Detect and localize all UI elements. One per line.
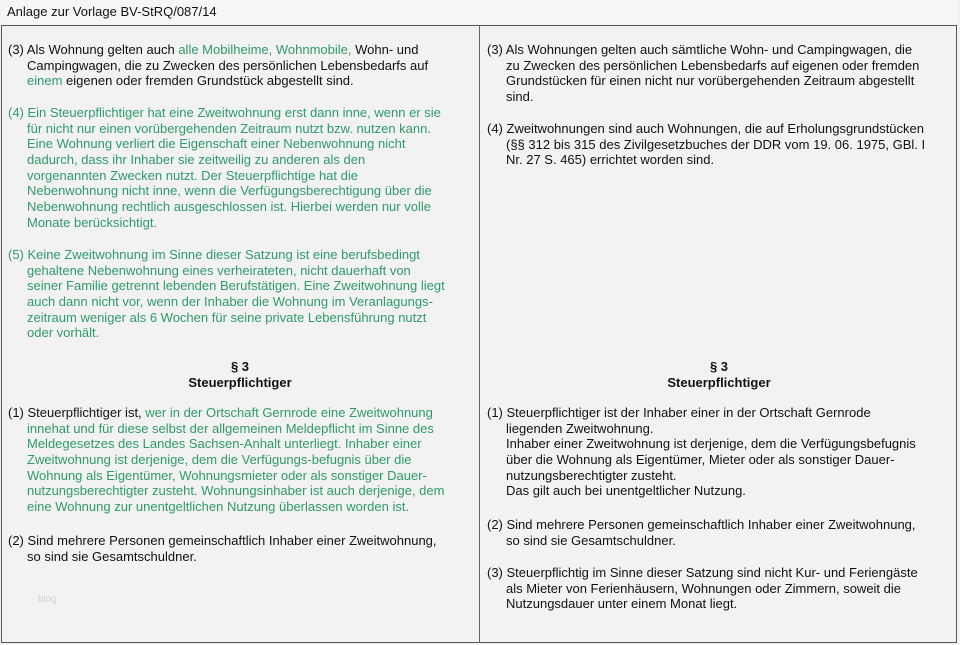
right-paragraph-3b bbox=[487, 565, 918, 612]
highlighted-text: Eine Wohnung verliert die Eigenschaft einer Nebenwohnung nicht bbox=[27, 136, 406, 152]
text-segment: (1) Steuerpflichtiger ist, bbox=[8, 405, 146, 420]
text-line bbox=[487, 581, 918, 597]
highlighted-text: nutzungsberechtigter zusteht. Wohnungsinhaber ist auch derjenige, dem bbox=[27, 483, 445, 499]
watermark: blog bbox=[38, 594, 57, 605]
highlighted-text: (4) Ein Steuerpflichtiger hat eine Zweitwohnung erst dann inne, wenn er sie bbox=[8, 105, 441, 120]
text-line bbox=[487, 596, 918, 612]
left-paragraph-1 bbox=[8, 405, 444, 515]
text-segment: nutzungsberechtigter zusteht. bbox=[506, 467, 677, 483]
highlighted-text: alle Mobilheime, Wohnmobile, bbox=[178, 42, 352, 57]
highlighted-text: Zweitwohnung ist derjenige, dem die Verfügungs-befugnis über die bbox=[27, 452, 412, 468]
highlighted-text: Wohnung als Eigentümer, Wohnungsmieter oder als sonstiger Dauer- bbox=[27, 467, 427, 483]
document-title: Anlage zur Vorlage BV-StRQ/087/14 bbox=[7, 4, 217, 19]
highlighted-text: eine Wohnung zur unentgeltlichen Nutzung überlassen worden ist. bbox=[27, 499, 410, 515]
text-segment: Wohn- und bbox=[351, 42, 419, 57]
text-segment: (2) Sind mehrere Personen gemeinschaftlich Inhaber einer Zweitwohnung, bbox=[8, 533, 437, 548]
text-line bbox=[8, 294, 445, 310]
text-line bbox=[487, 58, 919, 74]
highlighted-text: auch dann nicht vor, wenn der Inhaber die Wohnung im Veranlagungs- bbox=[27, 294, 433, 310]
text-line bbox=[8, 436, 444, 452]
highlighted-text: dadurch, dass ihr Inhaber sie zeitweilig zu anderen als den bbox=[27, 152, 366, 168]
text-segment: Campingwagen, die zu Zwecken des persönlichen Lebensbedarfs auf bbox=[27, 57, 429, 73]
text-line bbox=[8, 405, 444, 421]
text-line bbox=[8, 183, 441, 199]
text-line bbox=[8, 278, 445, 294]
text-segment: (1) Steuerpflichtiger ist der Inhaber einer in der Ortschaft Gernrode bbox=[487, 405, 871, 420]
text-line bbox=[487, 89, 919, 105]
text-segment: eigenen oder fremden Grundstück abgestellt sind. bbox=[62, 73, 354, 89]
text-line bbox=[487, 121, 925, 137]
highlighted-text: für nicht nur einen vorübergehenden Zeitraum nutzt bzw. nutzen kann. bbox=[27, 120, 431, 136]
text-line bbox=[8, 58, 428, 74]
section-number: § 3 bbox=[230, 359, 250, 374]
highlighted-text: vorgenannten Zwecken nutzt. Der Steuerpflichtige hat die bbox=[27, 167, 358, 183]
text-line bbox=[8, 421, 444, 437]
text-segment: (2) Sind mehrere Personen gemeinschaftlich Inhaber einer Zweitwohnung, bbox=[487, 517, 916, 532]
left-paragraph-3 bbox=[8, 42, 428, 89]
highlighted-text: Monate berücksichtigt. bbox=[27, 214, 158, 230]
section-number: § 3 bbox=[709, 359, 729, 374]
text-line bbox=[8, 483, 444, 499]
highlighted-text: seiner Familie getrennt lebenden Berufstätigen. Eine Zweitwohnung liegt bbox=[27, 278, 445, 294]
right-paragraph-4 bbox=[487, 121, 925, 168]
text-segment: als Mieter von Ferienhäusern, Wohnungen oder Zimmern, soweit die bbox=[506, 580, 902, 596]
text-line bbox=[487, 468, 916, 484]
text-segment: Inhaber einer Zweitwohnung ist derjenige, dem die Verfügungsbefugnis bbox=[506, 436, 916, 452]
right-paragraph-3 bbox=[487, 42, 919, 105]
text-segment: Nutzungsdauer unter einem Monat liegt. bbox=[506, 596, 738, 612]
highlighted-text: wer in der Ortschaft Gernrode eine Zweitwohnung bbox=[145, 405, 433, 420]
text-segment: Nr. 27 S. 465) errichtet worden sind. bbox=[506, 152, 715, 168]
text-line bbox=[8, 247, 445, 263]
text-line bbox=[8, 105, 441, 121]
text-line bbox=[8, 533, 437, 549]
text-line bbox=[487, 533, 916, 549]
right-paragraph-1 bbox=[487, 405, 916, 499]
text-segment: liegenden Zweitwohnung. bbox=[506, 420, 654, 436]
text-line bbox=[8, 468, 444, 484]
text-line bbox=[8, 199, 441, 215]
text-line bbox=[487, 73, 919, 89]
text-line bbox=[8, 121, 441, 137]
highlighted-text: Nebenwohnung nicht inne, wenn die Verfügungsberechtigung über die bbox=[27, 183, 432, 199]
text-line bbox=[487, 405, 916, 421]
left-paragraph-4 bbox=[8, 105, 441, 231]
right-section-heading bbox=[484, 359, 954, 391]
text-line bbox=[8, 549, 437, 565]
text-line bbox=[8, 325, 445, 341]
text-segment: (3) Als Wohnung gelten auch bbox=[8, 42, 179, 57]
text-segment: Das gilt auch bei unentgeltlicher Nutzung. bbox=[506, 483, 746, 499]
text-line bbox=[8, 73, 428, 89]
left-section-heading bbox=[5, 359, 475, 391]
text-segment: (4) Zweitwohnungen sind auch Wohnungen, die auf Erholungsgrundstücken bbox=[487, 121, 924, 136]
text-line bbox=[487, 436, 916, 452]
text-segment: so sind sie Gesamtschuldner. bbox=[27, 548, 197, 564]
document-header bbox=[1, 0, 957, 26]
text-line bbox=[8, 136, 441, 152]
left-paragraph-5 bbox=[8, 247, 445, 341]
text-segment: (3) Steuerpflichtig im Sinne dieser Satzung sind nicht Kur- und Feriengäste bbox=[487, 565, 918, 580]
highlighted-text: gehaltene Nebenwohnung eines verheirateten, nicht dauerhaft von bbox=[27, 262, 411, 278]
text-line bbox=[487, 565, 918, 581]
text-line bbox=[8, 452, 444, 468]
column-divider bbox=[479, 26, 480, 643]
text-line bbox=[8, 263, 445, 279]
highlighted-text: einem bbox=[27, 73, 63, 89]
section-title: Steuerpflichtiger bbox=[188, 375, 292, 390]
text-segment: Grundstücken für einen nicht nur vorübergehenden Zeitraum abgestellt bbox=[506, 73, 915, 89]
text-line bbox=[8, 152, 441, 168]
right-paragraph-2 bbox=[487, 517, 916, 548]
text-line bbox=[8, 168, 441, 184]
text-line bbox=[487, 152, 925, 168]
text-segment: zu Zwecken des persönlichen Lebensbedarfs auf eigenen oder fremden bbox=[506, 57, 920, 73]
text-line bbox=[8, 499, 444, 515]
highlighted-text: zeitraum weniger als 6 Wochen für seine private Lebensführung nutzt bbox=[27, 309, 427, 325]
highlighted-text: innehat und für diese selbst der allgemeinen Meldepflicht im Sinne des bbox=[27, 420, 434, 436]
text-segment: sind. bbox=[506, 89, 534, 105]
text-line bbox=[487, 42, 919, 58]
highlighted-text: (5) Keine Zweitwohnung im Sinne dieser Satzung ist eine berufsbedingt bbox=[8, 247, 420, 262]
text-line bbox=[487, 137, 925, 153]
text-segment: (§§ 312 bis 315 des Zivilgesetzbuches der DDR vom 19. 06. 1975, GBl. I bbox=[506, 136, 926, 152]
text-line bbox=[8, 310, 445, 326]
text-line bbox=[487, 421, 916, 437]
text-line bbox=[487, 517, 916, 533]
text-segment: über die Wohnung als Eigentümer, Mieter oder als sonstiger Dauer- bbox=[506, 452, 895, 468]
section-title: Steuerpflichtiger bbox=[667, 375, 771, 390]
left-paragraph-2 bbox=[8, 533, 437, 564]
highlighted-text: oder vorhält. bbox=[27, 325, 100, 341]
highlighted-text: Meldegesetzes des Landes Sachsen-Anhalt unterliegt. Inhaber einer bbox=[27, 436, 422, 452]
text-line bbox=[8, 215, 441, 231]
text-segment: so sind sie Gesamtschuldner. bbox=[506, 532, 676, 548]
text-line bbox=[487, 452, 916, 468]
text-line bbox=[487, 483, 916, 499]
highlighted-text: Nebenwohnung rechtlich ausgeschlossen ist. Hierbei werden nur volle bbox=[27, 199, 431, 215]
text-line bbox=[8, 42, 428, 58]
text-segment: (3) Als Wohnungen gelten auch sämtliche Wohn- und Campingwagen, die bbox=[487, 42, 913, 57]
